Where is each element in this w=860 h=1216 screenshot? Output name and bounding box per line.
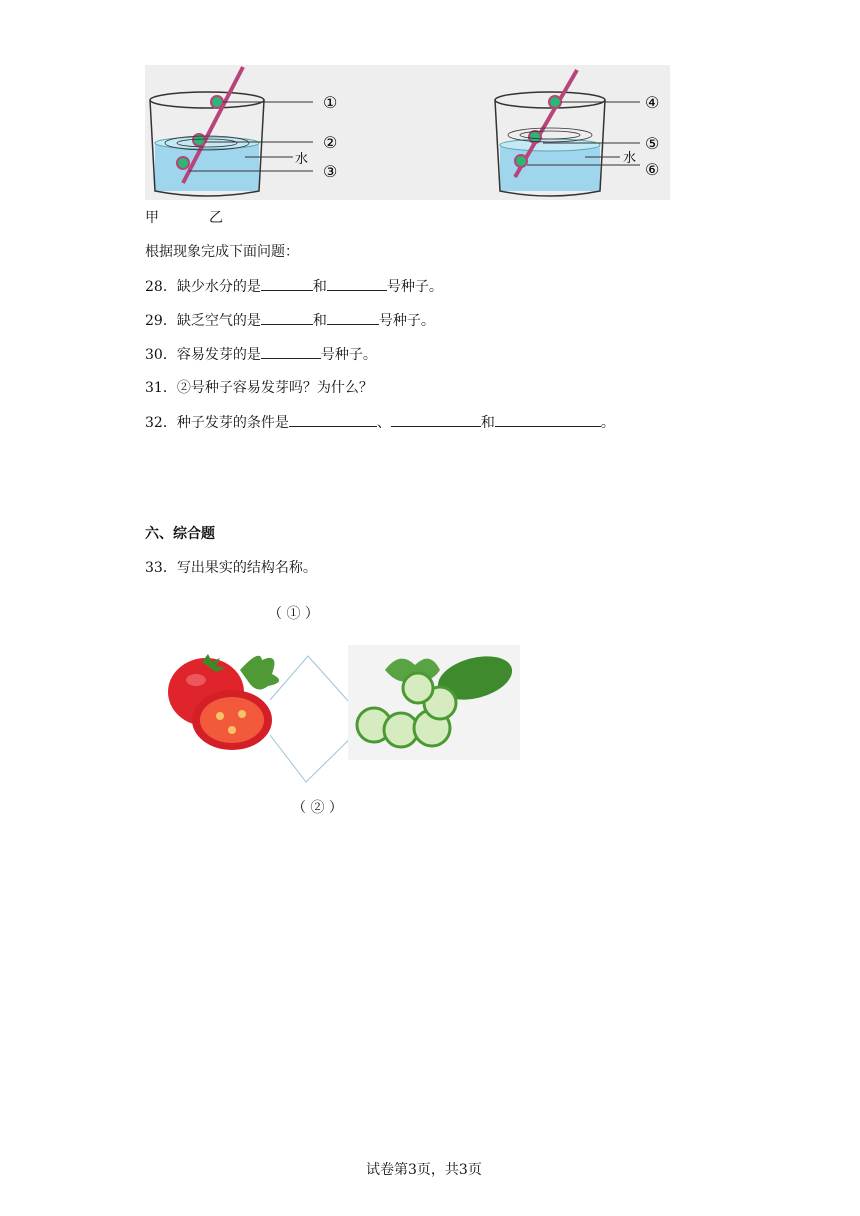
answer-blank[interactable] xyxy=(289,412,377,427)
question-text: 。 xyxy=(600,415,615,431)
label-3: ③ xyxy=(323,162,338,181)
question-29 xyxy=(145,310,435,331)
intro-text: 根据现象完成下面问题： xyxy=(145,244,299,260)
seed-4 xyxy=(549,96,561,108)
seed-3 xyxy=(177,157,189,169)
seed-1 xyxy=(211,96,223,108)
answer-paren-2[interactable]: （ ② ） xyxy=(292,800,343,816)
question-number: 30． xyxy=(145,347,177,363)
question-text: 号种子。 xyxy=(386,279,443,295)
label-5: ⑤ xyxy=(645,134,660,153)
answer-blank[interactable] xyxy=(495,412,601,427)
question-text: 和 xyxy=(312,313,327,329)
question-text: 种子发芽的条件是 xyxy=(176,415,289,431)
fruits-figure xyxy=(160,640,520,790)
question-32 xyxy=(145,412,615,433)
water-label-jia: 水 xyxy=(295,152,309,167)
answer-blank[interactable] xyxy=(261,344,321,359)
caption-yi: 乙 xyxy=(209,210,223,226)
beaker-jia xyxy=(150,67,337,196)
tomato-icon xyxy=(168,654,279,750)
question-text: 号种子。 xyxy=(320,347,377,363)
answer-blank[interactable] xyxy=(261,276,313,291)
section-heading: 六、综合题 xyxy=(145,526,215,542)
cucumber-icon xyxy=(348,645,520,760)
question-text: 容易发芽的是 xyxy=(176,347,261,363)
question-33: 33．写出果实的结构名称。 xyxy=(145,560,317,576)
question-30 xyxy=(145,344,377,365)
fruits-illustration xyxy=(160,640,520,790)
question-number: 29． xyxy=(145,313,177,329)
water-label-yi: 水 xyxy=(623,151,637,166)
label-2: ② xyxy=(323,133,338,152)
question-text: 和 xyxy=(480,415,495,431)
answer-blank[interactable] xyxy=(261,310,313,325)
question-text: 缺少水分的是 xyxy=(176,279,261,295)
question-text: 、 xyxy=(376,415,391,431)
label-4: ④ xyxy=(645,93,660,112)
answer-blank[interactable] xyxy=(327,310,379,325)
question-31 xyxy=(145,378,373,398)
answer-paren-1[interactable]: （ ① ） xyxy=(268,606,319,622)
question-28 xyxy=(145,276,443,297)
question-number: 31． xyxy=(145,380,177,396)
label-6: ⑥ xyxy=(645,160,660,179)
answer-blank[interactable] xyxy=(327,276,387,291)
label-1: ① xyxy=(323,93,338,112)
water-yi xyxy=(500,145,600,191)
seed-6 xyxy=(515,155,527,167)
question-number: 32． xyxy=(145,415,177,431)
page-footer: 试卷第3页，共3页 xyxy=(366,1162,482,1178)
question-text: 缺乏空气的是 xyxy=(176,313,261,329)
beakers-illustration xyxy=(145,65,670,200)
beakers-figure xyxy=(145,65,670,200)
question-text: 和 xyxy=(312,279,327,295)
beaker-yi xyxy=(495,70,659,196)
caption-jia: 甲 xyxy=(145,210,159,226)
question-number: 28． xyxy=(145,279,177,295)
answer-blank[interactable] xyxy=(391,412,481,427)
question-text: ②号种子容易发芽吗？为什么？ xyxy=(176,380,373,396)
question-text: 号种子。 xyxy=(378,313,435,329)
